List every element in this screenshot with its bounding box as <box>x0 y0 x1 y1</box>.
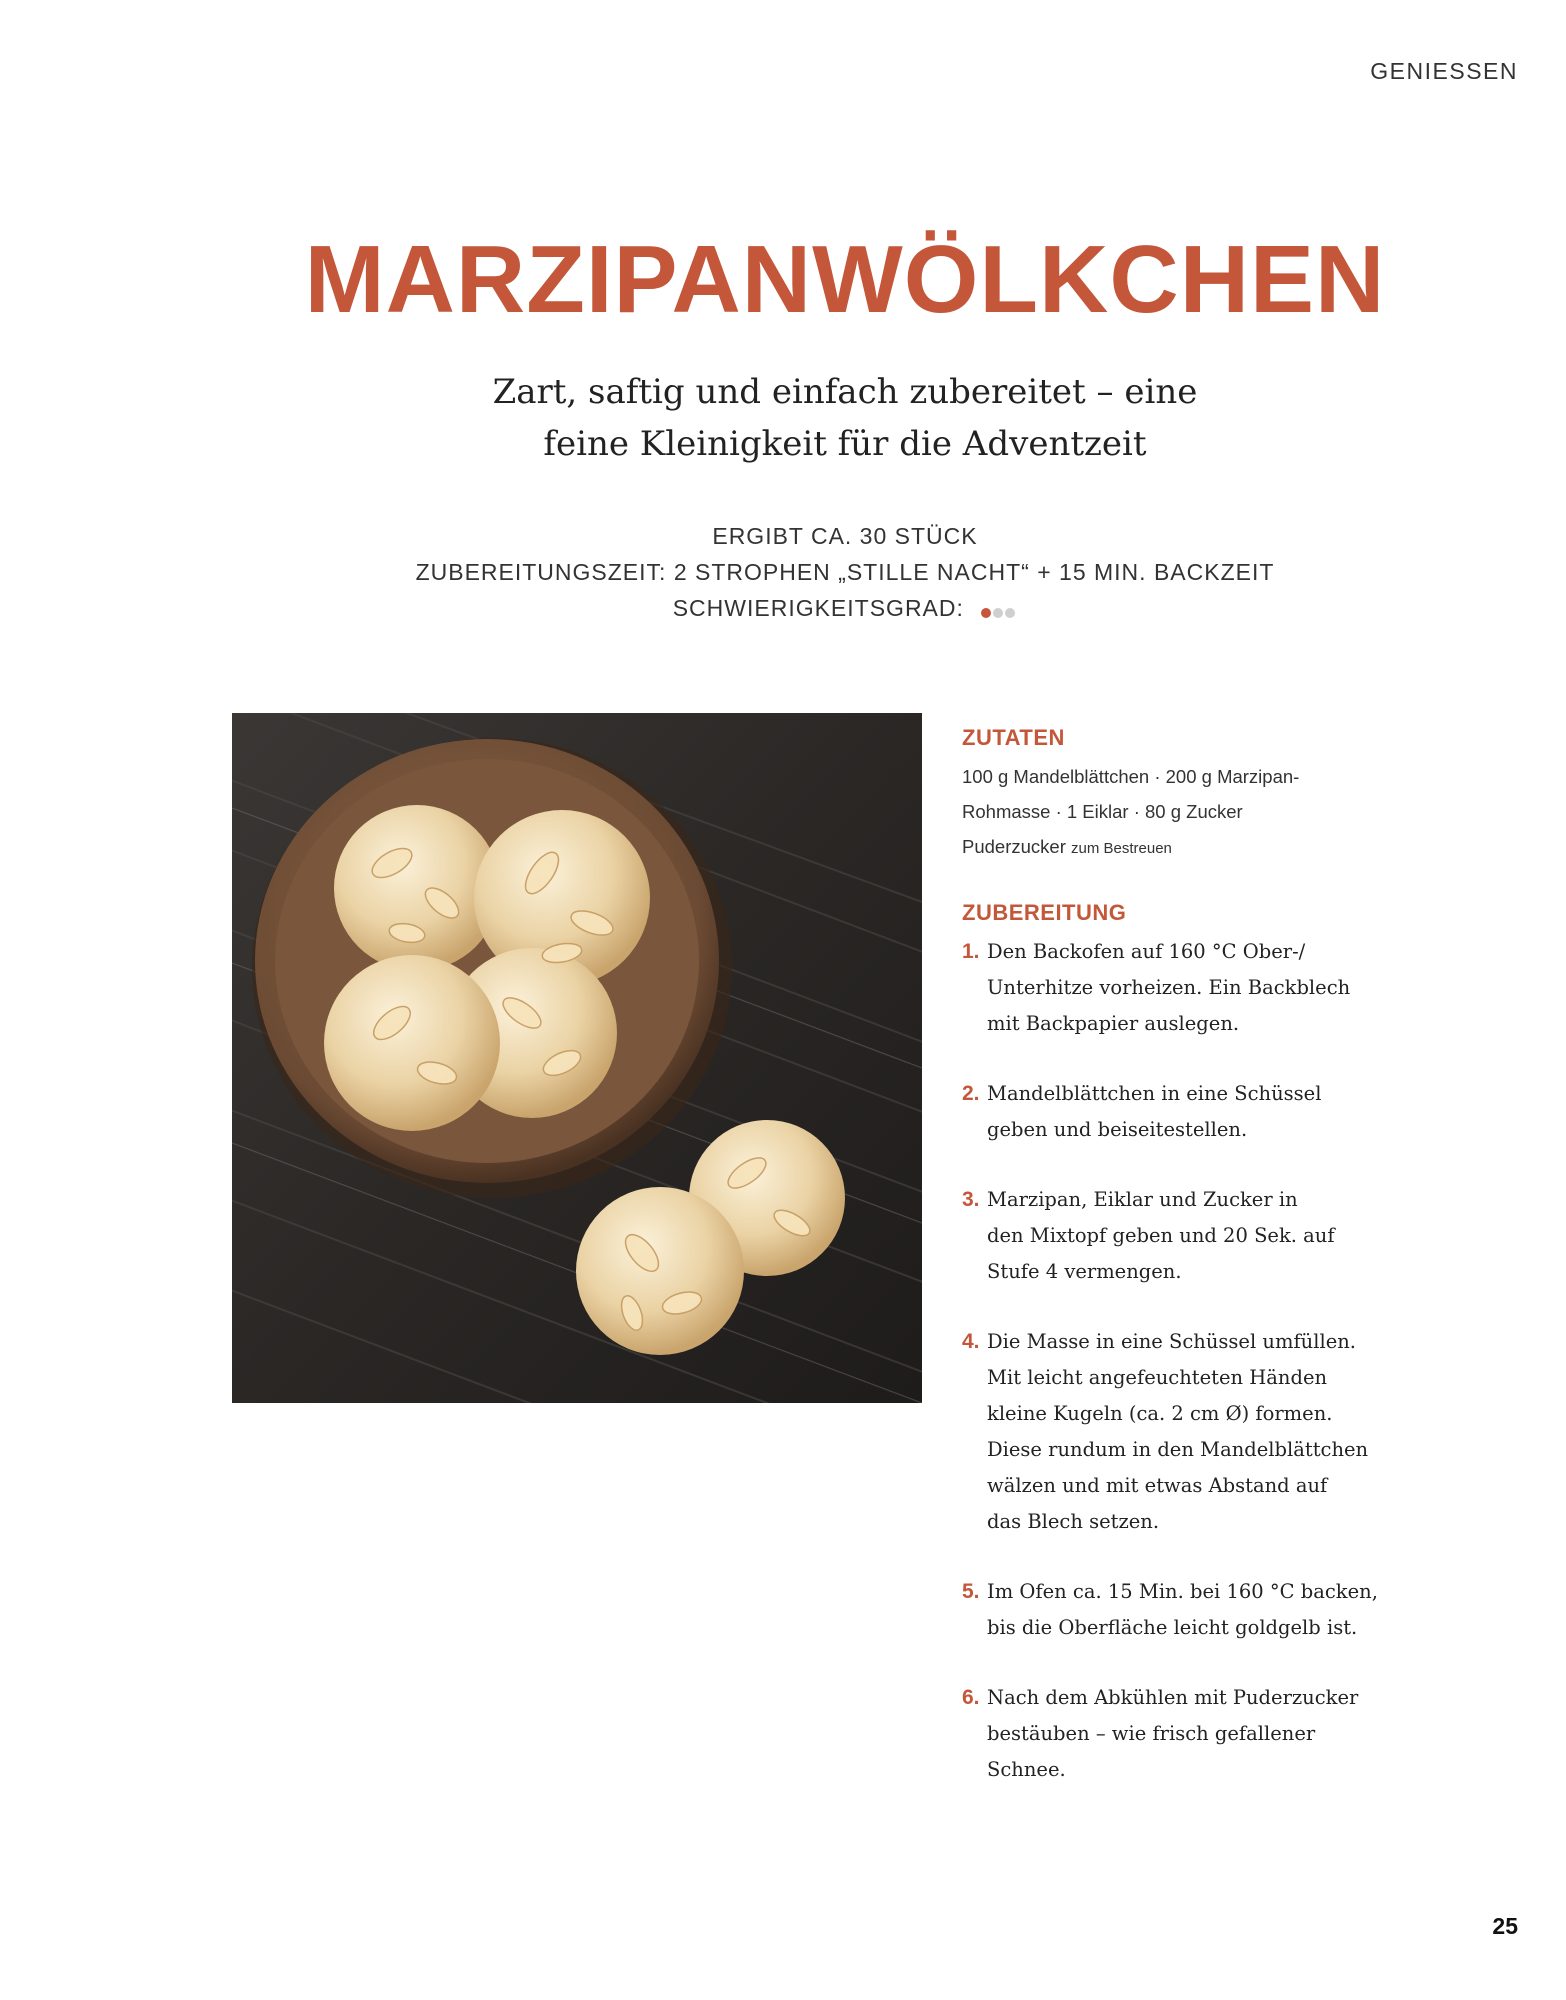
step-number: 3. <box>962 1188 980 1211</box>
step-number: 6. <box>962 1686 980 1709</box>
step-number: 4. <box>962 1330 980 1353</box>
recipe-meta <box>0 518 1566 628</box>
step-text-line: das Blech setzen. <box>987 1510 1160 1533</box>
recipe-column <box>962 725 1402 1822</box>
ingredients-line: Rohmasse · 1 Eiklar · 80 g Zucker <box>962 801 1243 822</box>
subtitle-line-2: feine Kleinigkeit für die Adventzeit <box>543 424 1147 464</box>
marzipan-cookies-image <box>232 713 922 1403</box>
ingredients-list <box>962 759 1402 866</box>
step-text-line: Nach dem Abkühlen mit Puderzucker <box>987 1686 1359 1709</box>
step-text-line: bestäuben – wie frisch gefallener <box>987 1722 1316 1745</box>
step-text-line: bis die Oberfläche leicht goldgelb ist. <box>987 1616 1358 1639</box>
ingredient-powdered-sugar: Puderzucker <box>962 836 1066 857</box>
yield-info: ERGIBT CA. 30 STÜCK <box>712 523 978 549</box>
step-text-line: Im Ofen ca. 15 Min. bei 160 °C backen, <box>987 1580 1378 1603</box>
section-label: GENIESSEN <box>1370 58 1518 84</box>
preparation-step <box>962 1324 1402 1540</box>
step-text-line: kleine Kugeln (ca. 2 cm Ø) formen. <box>987 1402 1333 1425</box>
ingredients-heading: ZUTATEN <box>962 725 1065 750</box>
step-text-line: wälzen und mit etwas Abstand auf <box>987 1474 1328 1497</box>
step-text-line: Mandelblättchen in eine Schüssel <box>987 1082 1322 1105</box>
preparation-step <box>962 1182 1402 1290</box>
step-text-line: Stufe 4 vermengen. <box>987 1260 1182 1283</box>
preparation-step <box>962 1680 1402 1788</box>
step-text-line: Den Backofen auf 160 °C Ober-/ <box>987 940 1306 963</box>
recipe-subtitle <box>0 366 1566 470</box>
preparation-step <box>962 1076 1402 1148</box>
step-text-line: Marzipan, Eiklar und Zucker in <box>987 1188 1298 1211</box>
difficulty-label: SCHWIERIGKEITSGRAD: <box>672 595 964 621</box>
difficulty-dot-empty <box>1005 608 1015 618</box>
step-number: 5. <box>962 1580 980 1603</box>
step-text-line: Unterhitze vorheizen. Ein Backblech <box>987 976 1351 999</box>
step-number: 1. <box>962 940 980 963</box>
difficulty-rating <box>981 592 1017 628</box>
step-text-line: Schnee. <box>987 1758 1066 1781</box>
step-text-line: den Mixtopf geben und 20 Sek. auf <box>987 1224 1335 1247</box>
preparation-step <box>962 934 1402 1042</box>
ingredients-line <box>962 829 1402 866</box>
ingredient-note: zum Bestreuen <box>1071 840 1172 857</box>
page-number: 25 <box>1492 1913 1518 1939</box>
prep-time-info: ZUBEREITUNGSZEIT: 2 STROPHEN „STILLE NACHT“ + 15 MIN. BACKZEIT <box>415 559 1275 585</box>
recipe-photo <box>232 713 922 1403</box>
step-text-line: geben und beiseitestellen. <box>987 1118 1248 1141</box>
recipe-title: MARZIPANWÖLKCHEN <box>304 226 1386 333</box>
preparation-steps <box>962 934 1402 1788</box>
difficulty-dot-empty <box>993 608 1003 618</box>
step-text-line: Diese rundum in den Mandelblättchen <box>987 1438 1369 1461</box>
difficulty-dot-filled <box>981 608 991 618</box>
step-text-line: Mit leicht angefeuchteten Händen <box>987 1366 1328 1389</box>
step-text-line: Die Masse in eine Schüssel umfüllen. <box>987 1330 1357 1353</box>
preparation-heading: ZUBEREITUNG <box>962 900 1127 925</box>
step-number: 2. <box>962 1082 980 1105</box>
subtitle-line-1: Zart, saftig und einfach zubereitet – eine <box>492 372 1198 412</box>
preparation-step <box>962 1574 1402 1646</box>
difficulty-info <box>0 590 1566 628</box>
step-text-line: mit Backpapier auslegen. <box>987 1012 1240 1035</box>
ingredients-line: 100 g Mandelblättchen · 200 g Marzipan- <box>962 766 1300 787</box>
